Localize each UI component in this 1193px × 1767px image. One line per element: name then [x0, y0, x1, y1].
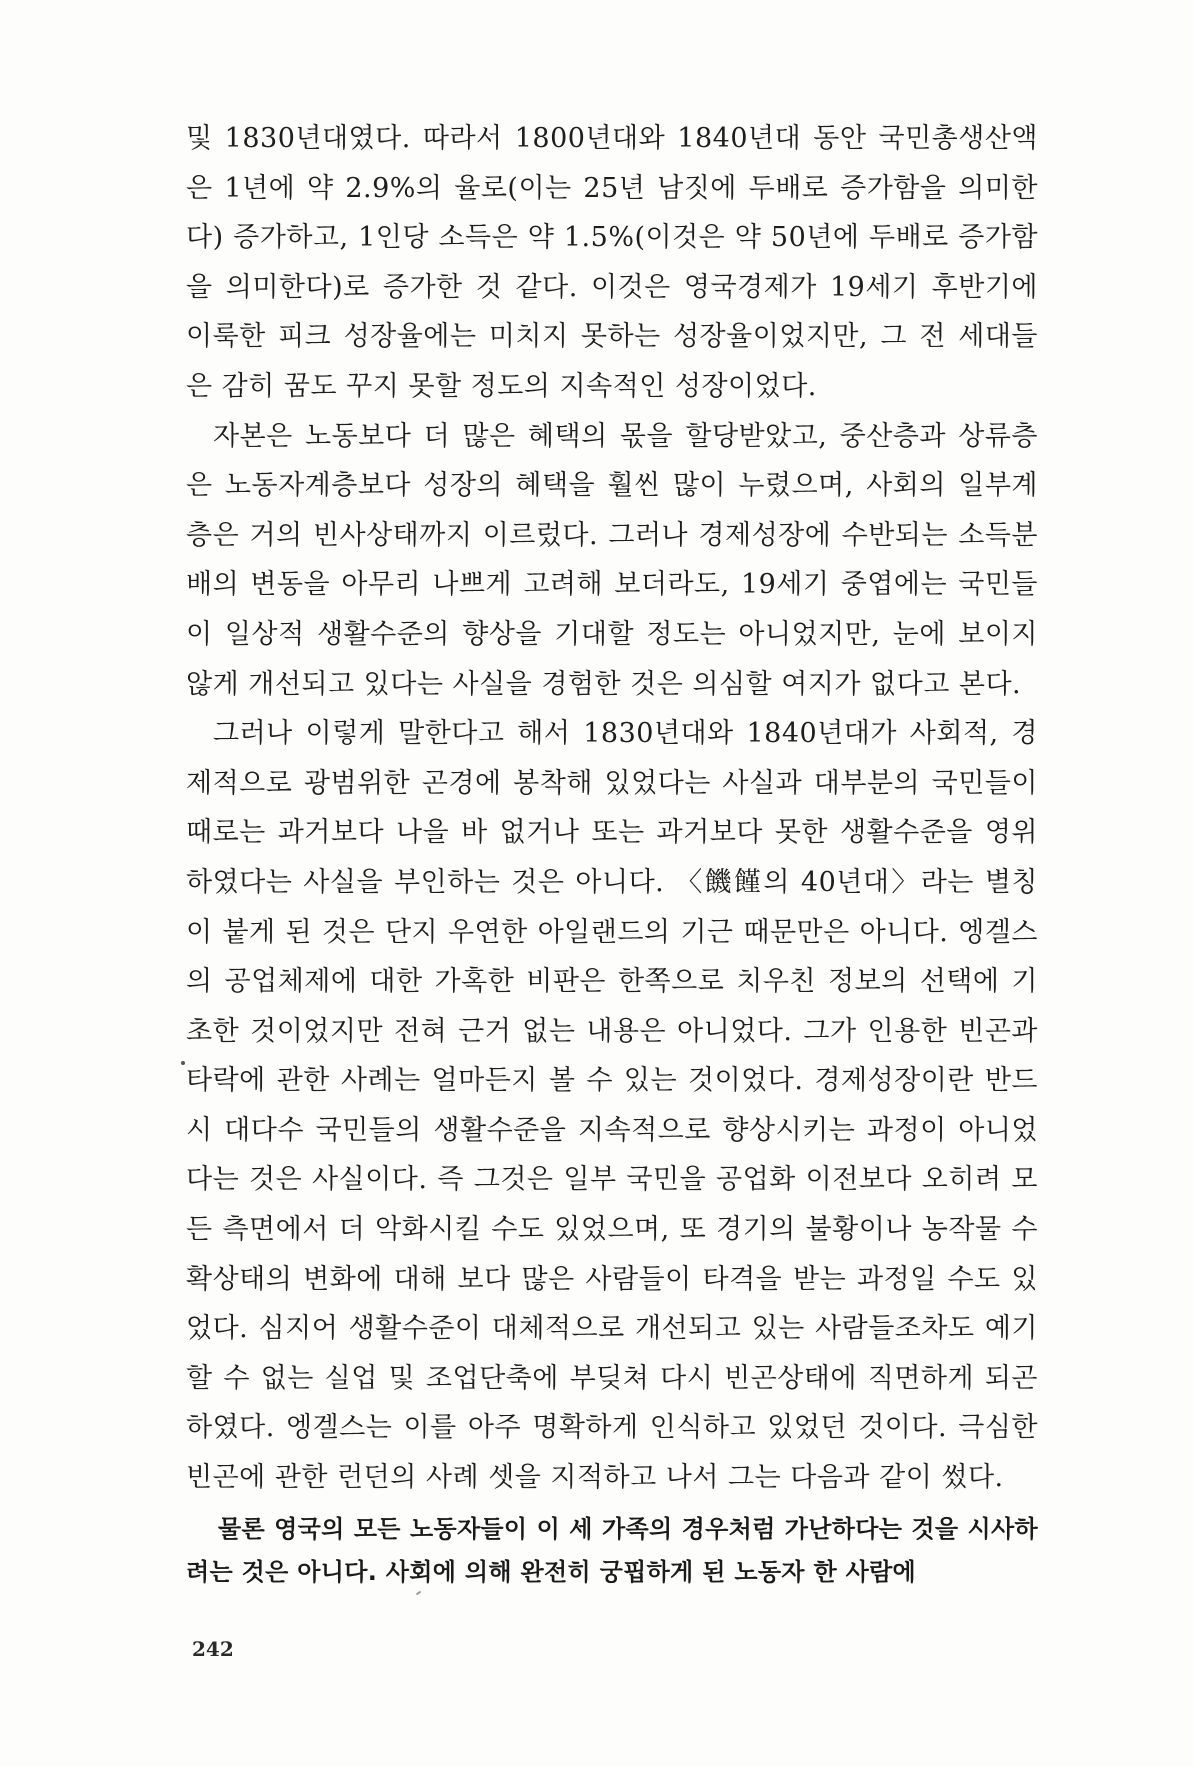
- paragraph-1: 및 1830년대였다. 따라서 1800년대와 1840년대 동안 국민총생산액은 1년에 약 2.9%의 율로(이는 25년 남짓에 두배로 증가함을 의미한다) 증가하고, 1인당 소득은 약 1.5%(이것은 약 50년에 두배로 증가함을 의미한다)로 증가한 것 같다. 이것은 영국경제가 19세기 후반기에 이룩한 피크 성장율에는 미치지 못하는 성장율이었지만, 그 전 세대들은 감히 꿈도 꾸지 못할 정도의 지속적인 성장이었다.: [186, 123, 1038, 402]
- block-quote: 물론 영국의 모든 노동자들이 이 세 가족의 경우처럼 가난하다는 것을 시사하려는 것은 아니다. 사회에 의해 완전히 궁핍하게 된 노동자 한 사람에: [186, 1515, 1038, 1586]
- page-number: 242: [192, 1637, 234, 1661]
- scan-speck: [181, 1061, 185, 1065]
- paragraph-2: 자본은 노동보다 더 많은 혜택의 몫을 할당받았고, 중산층과 상류층은 노동자계층보다 성장의 혜택을 훨씬 많이 누렸으며, 사회의 일부계층은 거의 빈사상태까지 이르렀다. 그러나 경제성장에 수반되는 소득분배의 변동을 아무리 나쁘게 고려해 보더라도, 19세기 중엽에는 국민들이 일상적 생활수준의 향상을 기대할 정도는 아니었지만, 눈에 보이지 않게 개선되고 있다는 사실을 경험한 것은 의심할 여지가 없다고 본다.: [186, 420, 1038, 700]
- body-text: [186, 114, 1038, 1503]
- paragraph-3: 그러나 이렇게 말한다고 해서 1830년대와 1840년대가 사회적, 경제적으로 광범위한 곤경에 봉착해 있었다는 사실과 대부분의 국민들이 때로는 과거보다 나을 바 없거나 또는 과거보다 못한 생활수준을 영위하였다는 사실을 부인하는 것은 아니다. 〈饑饉의 40년대〉라는 별칭이 붙게 된 것은 단지 우연한 아일랜드의 기근 때문만은 아니다. 엥겔스의 공업체제에 대한 가혹한 비판은 한쪽으로 치우친 정보의 선택에 기초한 것이었지만 전혀 근거 없는 내용은 아니었다. 그가 인용한 빈곤과 타락에 관한 사례는 얼마든지 볼 수 있는 것이었다. 경제성장이란 반드시 대다수 국민들의 생활수준을 지속적으로 향상시키는 과정이 아니었다는 것은 사실이다. 즉 그것은 일부 국민을 공업화 이전보다 오히려 모든 측면에서 더 악화시킬 수도 있었으며, 또 경기의 불황이나 농작물 수확상태의 변화에 대해 보다 많은 사람들이 타격을 받는 과정일 수도 있었다. 심지어 생활수준이 대체적으로 개선되고 있는 사람들조차도 예기할 수 없는 실업 및 조업단축에 부딪쳐 다시 빈곤상태에 직면하게 되곤 하였다. 엥겔스는 이를 아주 명확하게 인식하고 있었던 것이다. 극심한 빈곤에 관한 런던의 사례 셋을 지적하고 나서 그는 다음과 같이 썼다.: [186, 718, 1038, 1494]
